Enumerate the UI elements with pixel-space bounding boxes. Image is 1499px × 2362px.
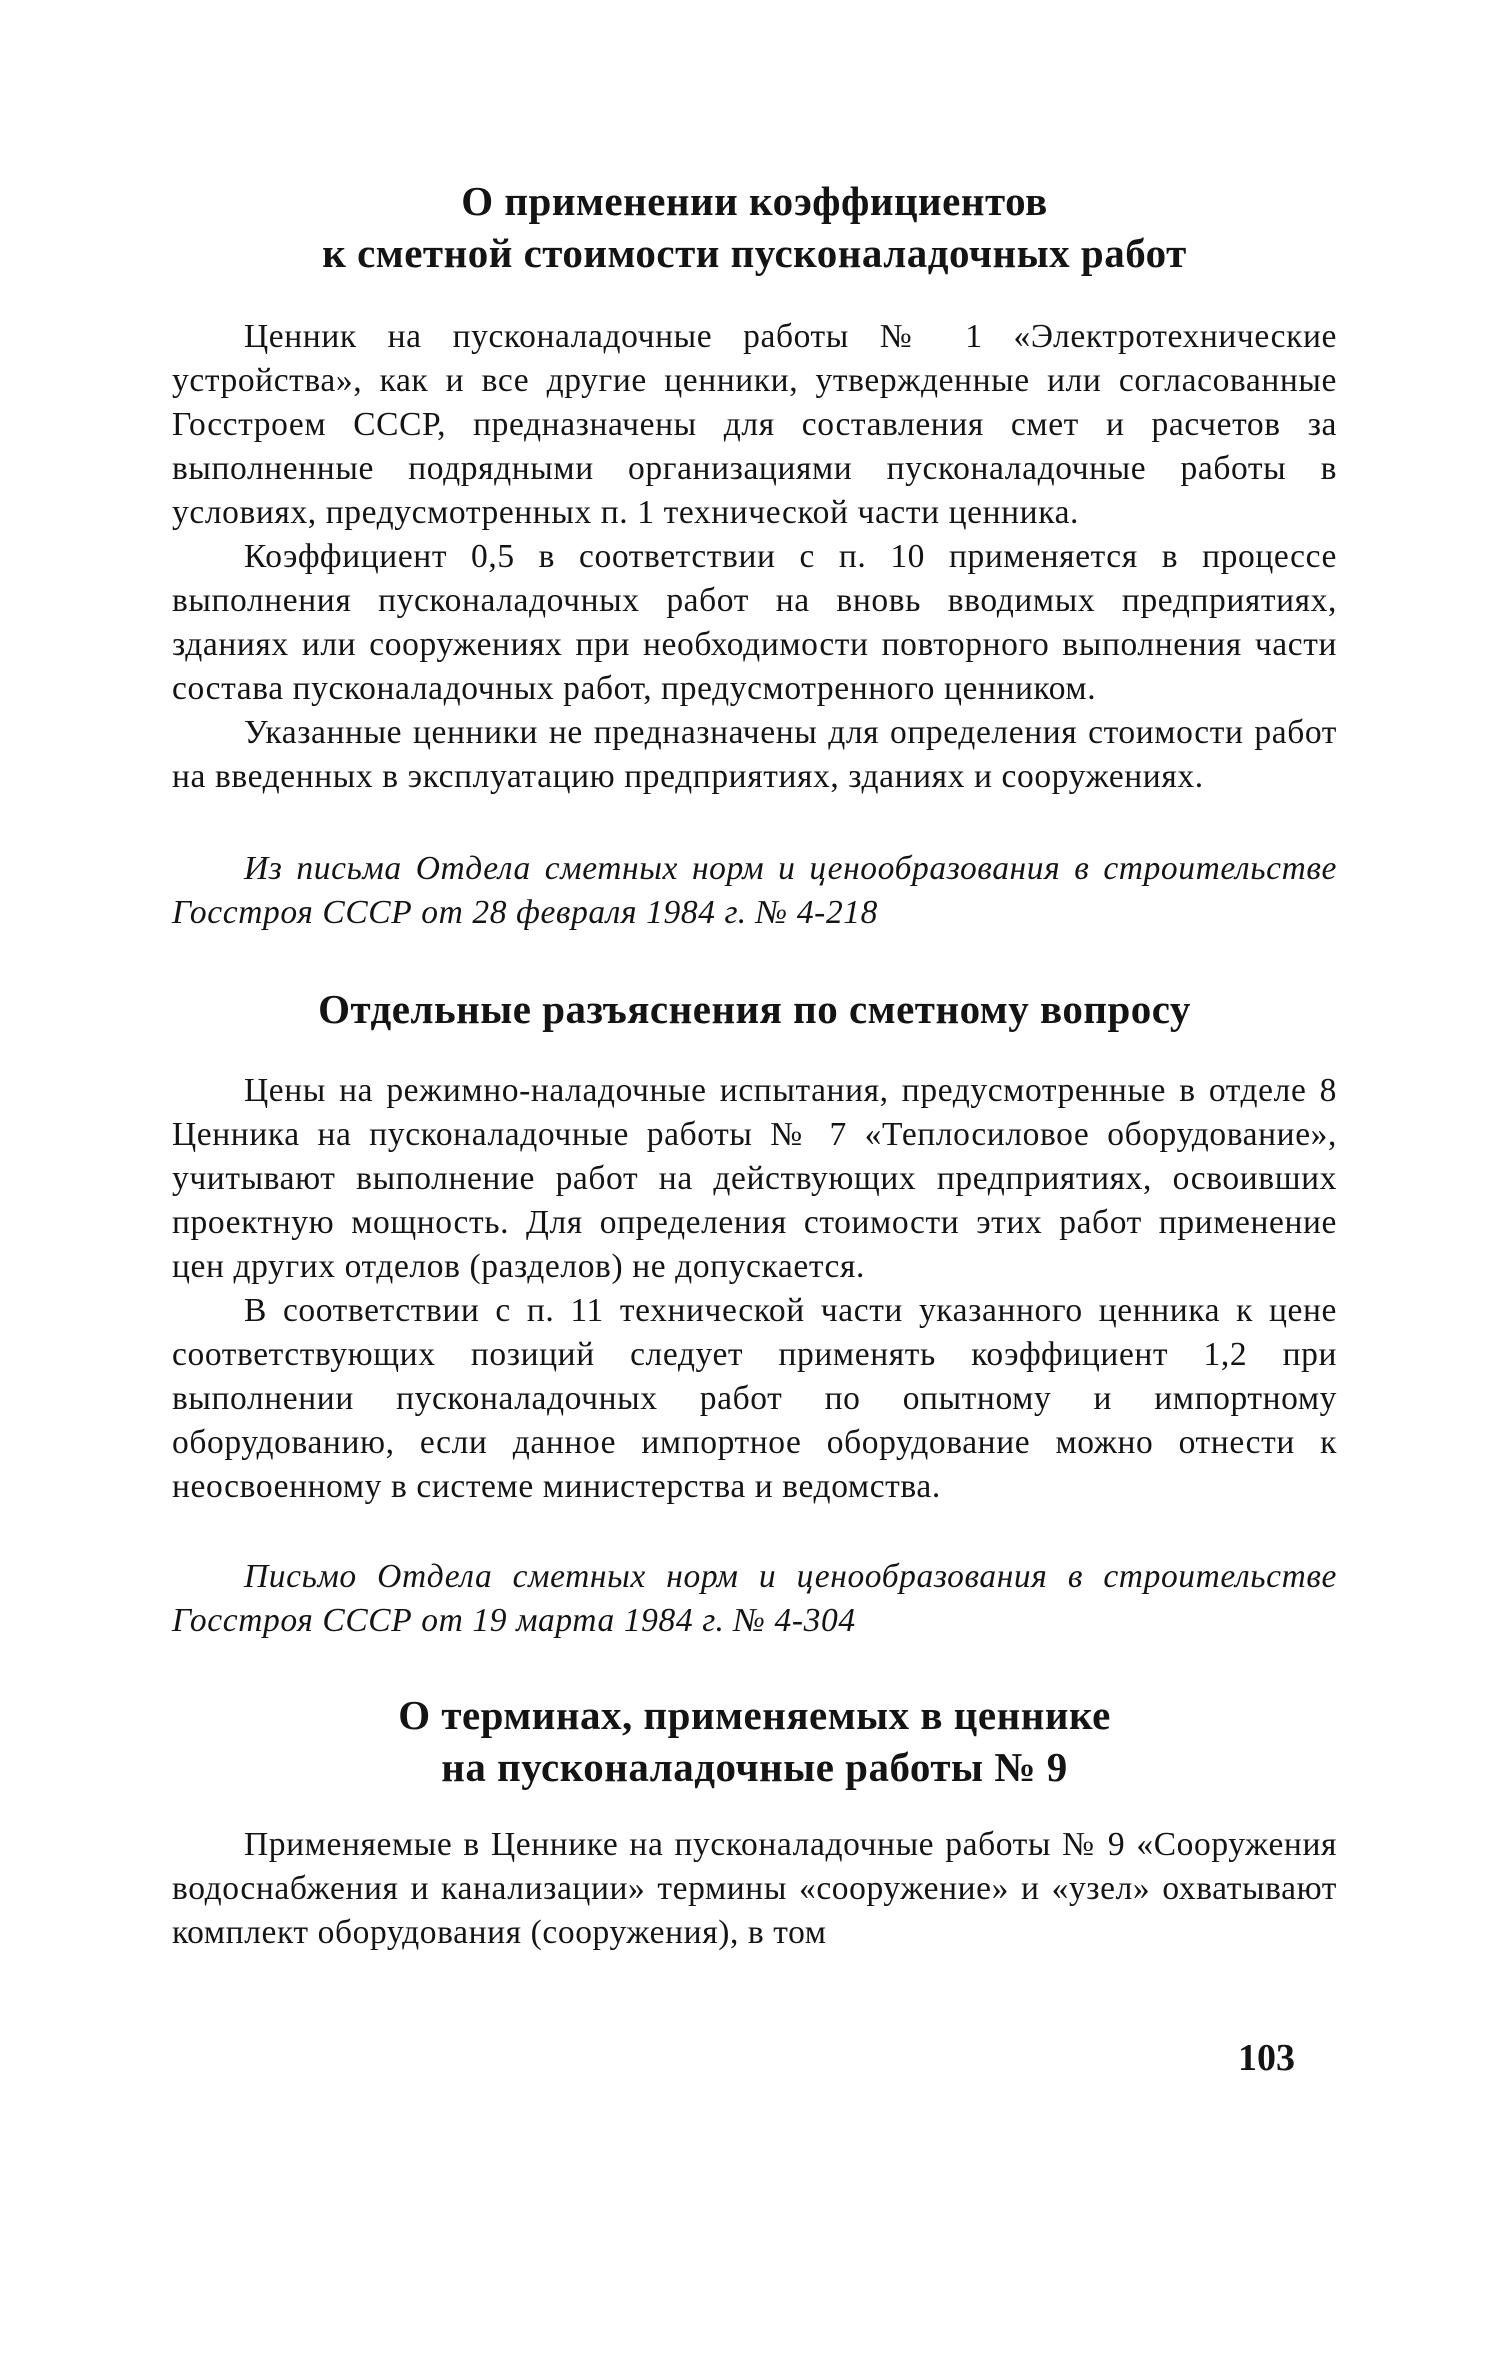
section-1-paragraph-2: Коэффициент 0,5 в соответствии с п. 10 применяется в процессе выполнения пусконаладочных работ на вновь вводимых предприятиях, зданиях или сооружениях при необходимости повторного выполнения части состава пусконаладочных работ, предусмотренного ценником. (172, 538, 1337, 707)
section-3-heading (172, 1689, 1337, 1793)
section-1-paragraph-1: Ценник на пусконаладочные работы № 1 «Электротехнические устройства», как и все другие ценники, утвержденные или согласованные Госстроем СССР, предназначены для составления смет и расчетов за выполненные подрядными организациями пусконаладочные работы в условиях, предусмотренных п. 1 технической части ценника. (172, 318, 1337, 531)
section-3-heading-line-2: на пусконаладочные работы № 9 (441, 1744, 1068, 1790)
page-number: 103 (1238, 2037, 1295, 2079)
section-1-heading-line-1: О применении коэффициентов (461, 178, 1048, 224)
section-1-paragraph-3: Указанные ценники не предназначены для определения стоимости работ на введенных в эксплуатацию предприятиях, зданиях и сооружениях. (172, 714, 1337, 795)
section-3-paragraph-1: Применяемые в Ценнике на пусконаладочные работы № 9 «Сооружения водоснабжения и канализации» термины «сооружение» и «узел» охватывают комплект оборудования (сооружения), в том (172, 1826, 1337, 1951)
section-2-paragraph-1: Цены на режимно-наладочные испытания, предусмотренные в отделе 8 Ценника на пусконаладочные работы № 7 «Теплосиловое оборудование», учитывают выполнение работ на действующих предприятиях, освоивших проектную мощность. Для определения стоимости этих работ применение цен других отделов (разделов) не допускается. (172, 1072, 1337, 1285)
section-1-heading-line-2: к сметной стоимости пусконаладочных работ (322, 230, 1187, 276)
section-1-source-citation: Из письма Отдела сметных норм и ценообразования в строительстве Госстроя СССР от 28 февраля 1984 г. № 4-218 (172, 850, 1337, 931)
document-page (172, 175, 1337, 1955)
section-3-heading-line-1: О терминах, применяемых в ценнике (398, 1692, 1111, 1738)
section-2-paragraph-2: В соответствии с п. 11 технической части указанного ценника к цене соответствующих позиций следует применять коэффициент 1,2 при выполнении пусконаладочных работ по опытному и импортному оборудованию, если данное импортное оборудование можно отнести к неосвоенному в системе министерства и ведомства. (172, 1292, 1337, 1505)
section-1-heading (172, 175, 1337, 279)
section-2-heading-line: Отдельные разъяснения по сметному вопросу (318, 986, 1191, 1032)
section-2-heading (172, 983, 1337, 1035)
section-2-source-citation: Письмо Отдела сметных норм и ценообразования в строительстве Госстроя СССР от 19 марта 1984 г. № 4-304 (172, 1558, 1337, 1639)
